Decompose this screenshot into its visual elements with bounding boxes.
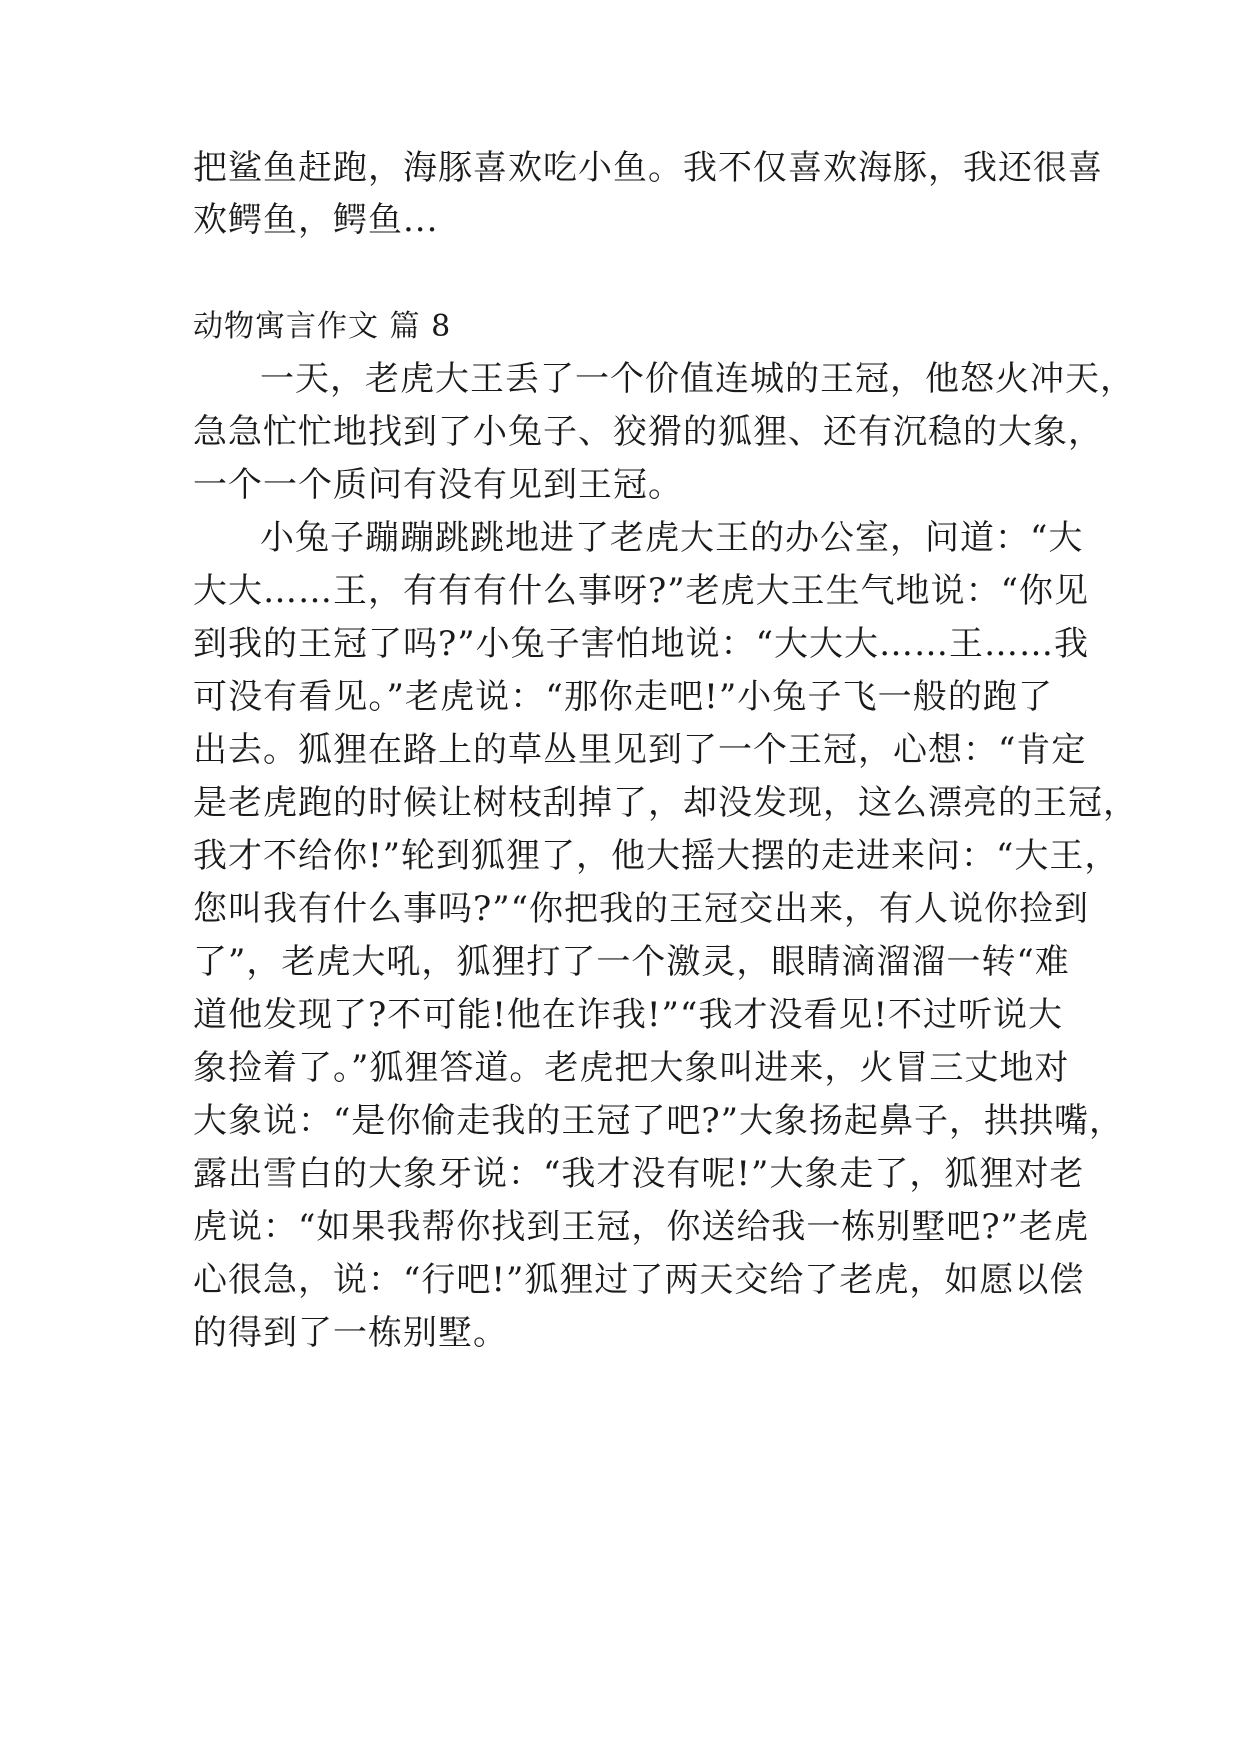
paragraph-2-line-13: 露出雪白的大象牙说：“我才没有呢!”大象走了，狐狸对老	[193, 1154, 1085, 1194]
paragraph-2-line-10: 道他发现了?不可能!他在诈我!”“我才没看见!不过听说大	[193, 995, 1063, 1035]
paragraph-2-line-12: 大象说：“是你偷走我的王冠了吧?”大象扬起鼻子，拱拱嘴，	[193, 1101, 1124, 1141]
paragraph-2-line-4: 可没有看见。”老虎说：“那你走吧!”小兔子飞一般的跑了	[193, 677, 1053, 717]
paragraph-2-line-3: 到我的王冠了吗?”小兔子害怕地说：“大大大……王……我	[193, 624, 1089, 664]
section-title: 动物寓言作文 篇 8	[193, 309, 452, 344]
paragraph-2-line-2: 大大……王，有有有什么事呀?”老虎大王生气地说：“你见	[193, 571, 1089, 611]
prev-essay-line-1: 把鲨鱼赶跑，海豚喜欢吃小鱼。我不仅喜欢海豚，我还很喜	[193, 148, 1103, 188]
paragraph-2-line-5: 出去。狐狸在路上的草丛里见到了一个王冠，心想：“肯定	[193, 730, 1087, 770]
paragraph-2-line-6: 是老虎跑的时候让树枝刮掉了，却没发现，这么漂亮的王冠，	[193, 783, 1138, 823]
paragraph-2-line-1: 小兔子蹦蹦跳跳地进了老虎大王的办公室，问道：“大	[260, 518, 1084, 558]
paragraph-2-line-8: 您叫我有什么事吗?”“你把我的王冠交出来，有人说你捡到	[193, 889, 1089, 929]
paragraph-2-line-14: 虎说：“如果我帮你找到王冠，你送给我一栋别墅吧?”老虎	[193, 1207, 1089, 1247]
paragraph-1-line-3: 一个一个质问有没有见到王冠。	[193, 465, 683, 505]
prev-essay-line-2: 欢鳄鱼，鳄鱼...	[193, 200, 439, 240]
paragraph-2-line-15: 心很急，说：“行吧!”狐狸过了两天交给了老虎，如愿以偿	[193, 1260, 1085, 1300]
paragraph-2-line-16: 的得到了一栋别墅。	[193, 1313, 508, 1353]
paragraph-1-line-2: 急急忙忙地找到了小兔子、狡猾的狐狸、还有沉稳的大象，	[193, 412, 1103, 452]
paragraph-2-line-11: 象捡着了。”狐狸答道。老虎把大象叫进来，火冒三丈地对	[193, 1048, 1070, 1088]
paragraph-1-line-1: 一天，老虎大王丢了一个价值连城的王冠，他怒火冲天，	[260, 359, 1135, 399]
paragraph-2-line-9: 了”，老虎大吼，狐狸打了一个激灵，眼睛滴溜溜一转“难	[193, 942, 1070, 982]
paragraph-2-line-7: 我才不给你!”轮到狐狸了，他大摇大摆的走进来问：“大王，	[193, 836, 1120, 876]
